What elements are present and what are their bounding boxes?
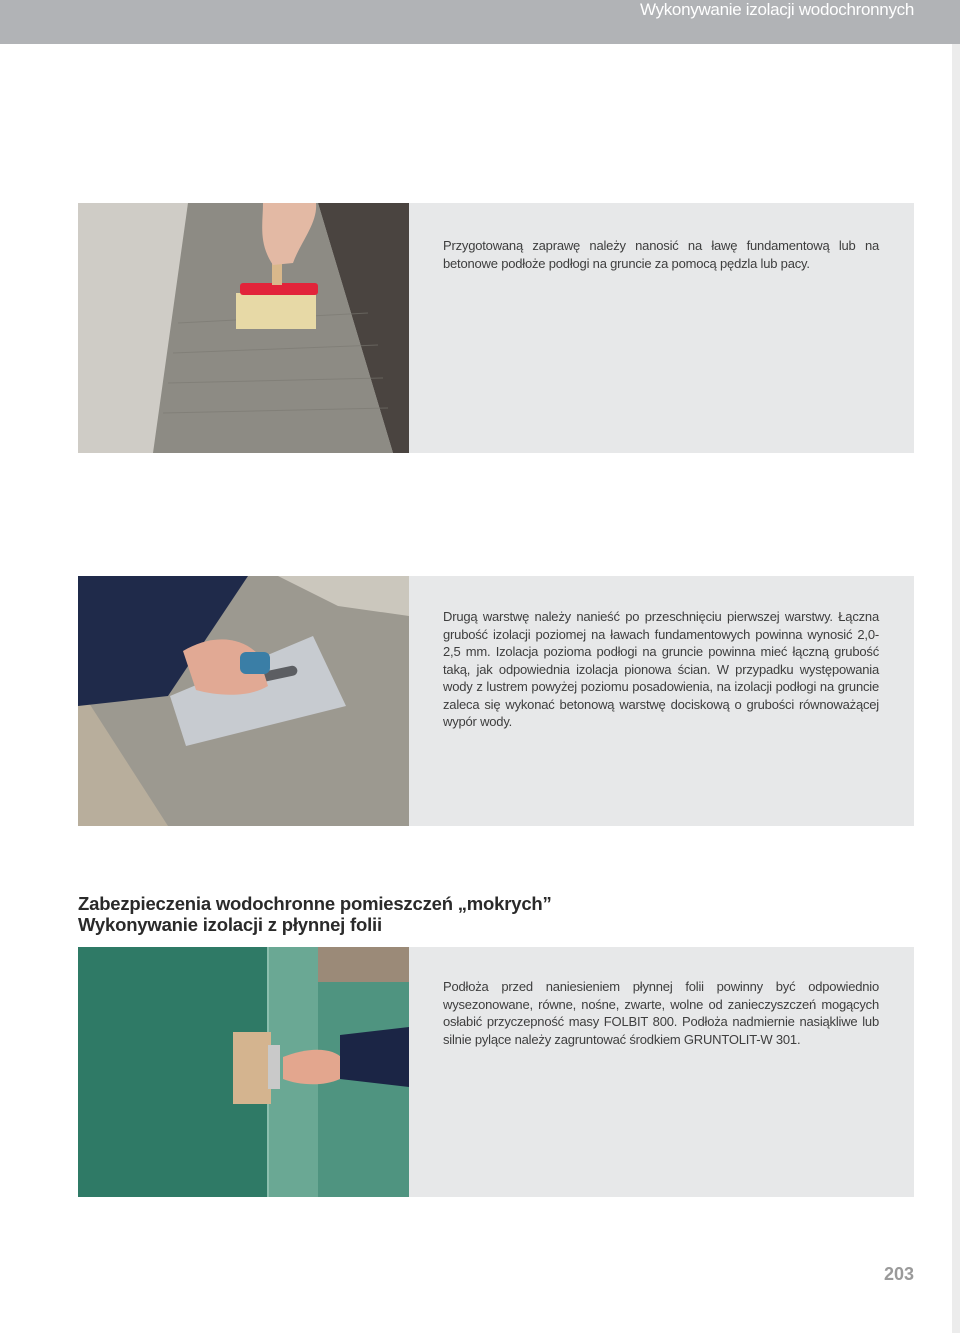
right-edge-strip bbox=[952, 44, 960, 1333]
page-number: 203 bbox=[883, 1264, 914, 1284]
content-block-brush bbox=[78, 203, 914, 453]
content-block-trowel bbox=[78, 576, 914, 826]
section-heading bbox=[78, 893, 678, 935]
block-2-text: Drugą warstwę należy nanieść po przeschnięciu pierwszej warstwy. Łączna grubość izolacji poziomej na ławach fundamentowych powinna wynosić 2,0-2,5 mm. Izolacja pozioma podłogi na gruncie powinna mieć łączną grubość taką, jak odpowiednia izolacja pionowa ścian. W przypadku występowania wody z lustrem powyżej poziomu posadowienia, na izolacji podłogi na gruncie zaleca się wykonać betonową warstwę dociskową o grubości równoważącej wypór wody. bbox=[443, 609, 879, 729]
photo-brush-on-green-board bbox=[78, 947, 409, 1197]
page-header-bar bbox=[0, 0, 960, 44]
photo-trowel-on-floor-image bbox=[78, 576, 409, 826]
photo-trowel-on-floor bbox=[78, 576, 409, 826]
header-title: Wykonywanie izolacji wodochronnych bbox=[639, 0, 914, 19]
photo-brush-on-footing-image bbox=[78, 203, 409, 453]
block-3-text: Podłoża przed naniesieniem płynnej folii powinny być odpowiednio wysezonowane, równe, nośne, zwarte, wolne od zanieczyszczeń mogących osłabić przyczepność masy FOLBIT 800. Podłoża nadmiernie nasiąkliwe lub silnie pylące należy zagruntować środkiem GRUNTOLIT-W 301. bbox=[443, 979, 879, 1047]
section-heading-line-2: Wykonywanie izolacji z płynnej folii bbox=[78, 914, 382, 935]
content-block-liquid-foil bbox=[78, 947, 914, 1197]
photo-brush-on-footing bbox=[78, 203, 409, 453]
block-1-text: Przygotowaną zaprawę należy nanosić na ławę fundamentową lub na betonowe podłoże podłogi na gruncie za pomocą pędzla lub pacy. bbox=[443, 238, 879, 271]
section-heading-line-1: Zabezpieczenia wodochronne pomieszczeń „mokrych” bbox=[78, 893, 552, 914]
photo-brush-on-green-board-image bbox=[78, 947, 409, 1197]
